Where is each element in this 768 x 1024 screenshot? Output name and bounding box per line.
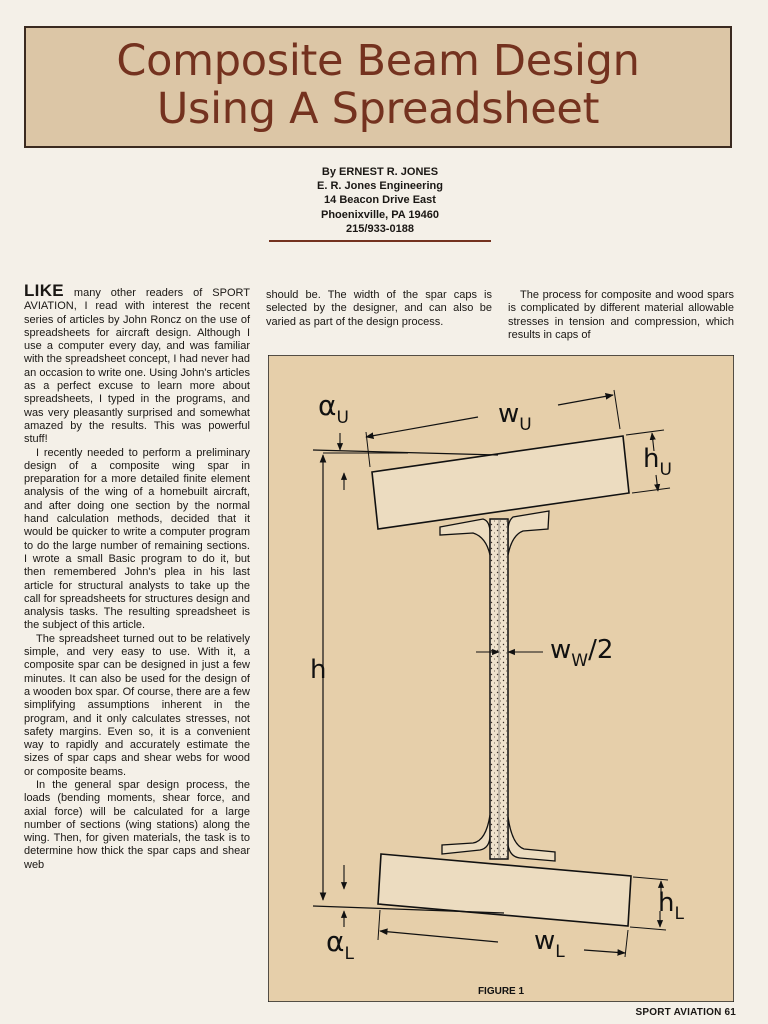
figure-1 [268, 355, 734, 1002]
article-column-1 [24, 281, 250, 872]
paragraph-col2: should be. The width of the spar caps is selected by the designer, and can also be varied as part of the design process. [266, 289, 492, 328]
title-banner [24, 26, 732, 148]
alpha-upper-text: $\alpha_U$ [318, 389, 349, 428]
paragraph-1 [24, 281, 250, 447]
paragraph-3: The spreadsheet turned out to be relatively simple, and very easy to use. With it, a composite spar can be designed in just a few minutes. It can also be used for the design of a wooden box spar. Of course, there are a few simplifying assumptions inherent in the program, and it only calculates stresses, not safety margins. Even so, it is a convenient way to rapidly and accurately estimate the sizes of spar caps and shear webs for wood or composite beams. [24, 632, 250, 778]
figure-caption-text: FIGURE 1 [477, 986, 525, 997]
byline-author: By ERNEST R. JONES [321, 166, 439, 178]
ww-text-suffix: /2 [588, 635, 614, 665]
w-lower-text-subscript: L [555, 942, 565, 962]
h-text: h [310, 655, 327, 685]
article-column-2 [266, 289, 492, 329]
h-label [310, 655, 326, 685]
ww-text-subscript: W [571, 651, 589, 671]
h-lower-text: $h_L$ [658, 888, 684, 924]
h-upper-text: $h_U$ [643, 444, 672, 480]
ww-text: $w_W/2$ [550, 635, 614, 671]
byline-street: 14 Beacon Drive East [324, 194, 436, 207]
paragraph-1-text: many other readers of SPORT AVIATION, I read with interest the recent series of articles by John Roncz on the use of spreadsheets for aircraft design. Although I use a computer every day, and was familiar with the spreadsheet concept, I had never had an occasion to write one. Using John's articles as a perfect excuse to learn more about spreadsheets, I typed in the programs, and was very pleasantly surprised and somewhat amazed by the results. This was powerful stuff! [24, 287, 250, 446]
byline [260, 165, 500, 236]
figure-caption [478, 986, 525, 997]
byline-city: Phoenixville, PA 19460 [320, 208, 439, 221]
alpha-lower-text: $\alpha_L$ [326, 925, 354, 964]
byline-phone: 215/933-0188 [346, 222, 414, 235]
byline-company: E. R. Jones Engineering [317, 180, 443, 193]
paragraph-2: I recently needed to perform a preliminary design of a composite wing spar in preparation for a more detailed finite element analysis of the wing of a homebuilt aircraft, and after doing one section by the normal hand calculation methods, decided that it would be quicker to write a computer program to do the large number of remaining sections. I wrote a small Basic program to do it, but then remembered John's plea in his last article for structural analysts to take up the call for spreadsheets for structures design and analysis tasks. The resulting spreadsheet is the subject of this article. [24, 446, 250, 632]
paragraph-col3: The process for composite and wood spars is complicated by different material allowable stresses in tension and compression, which results in caps of [508, 289, 734, 341]
beam-diagram [268, 355, 734, 1002]
paragraph-4: In the general spar design process, the loads (bending moments, shear force, and axial force) will be calculated for a large number of sections (wing stations) along the wing. Then, for given materials, the task is to determine how thick the spar caps and shear web [24, 778, 250, 871]
h-upper-text-subscript: U [659, 460, 672, 480]
title-line-1: Composite Beam Design [116, 36, 640, 86]
lead-word: LIKE [24, 281, 64, 300]
alpha-lower-text-subscript: L [344, 944, 354, 964]
alpha-upper-text-subscript: U [336, 408, 349, 428]
article-column-3 [508, 289, 734, 342]
title-line-2: Using A Spreadsheet [156, 84, 600, 134]
w-upper-text: $w_U$ [498, 399, 532, 435]
h-lower-text-subscript: L [674, 904, 684, 924]
w-lower-text: $w_L$ [534, 926, 565, 962]
w-upper-text-subscript: U [519, 415, 532, 435]
byline-divider [269, 240, 491, 242]
page-footer: SPORT AVIATION 61 [635, 1007, 736, 1018]
